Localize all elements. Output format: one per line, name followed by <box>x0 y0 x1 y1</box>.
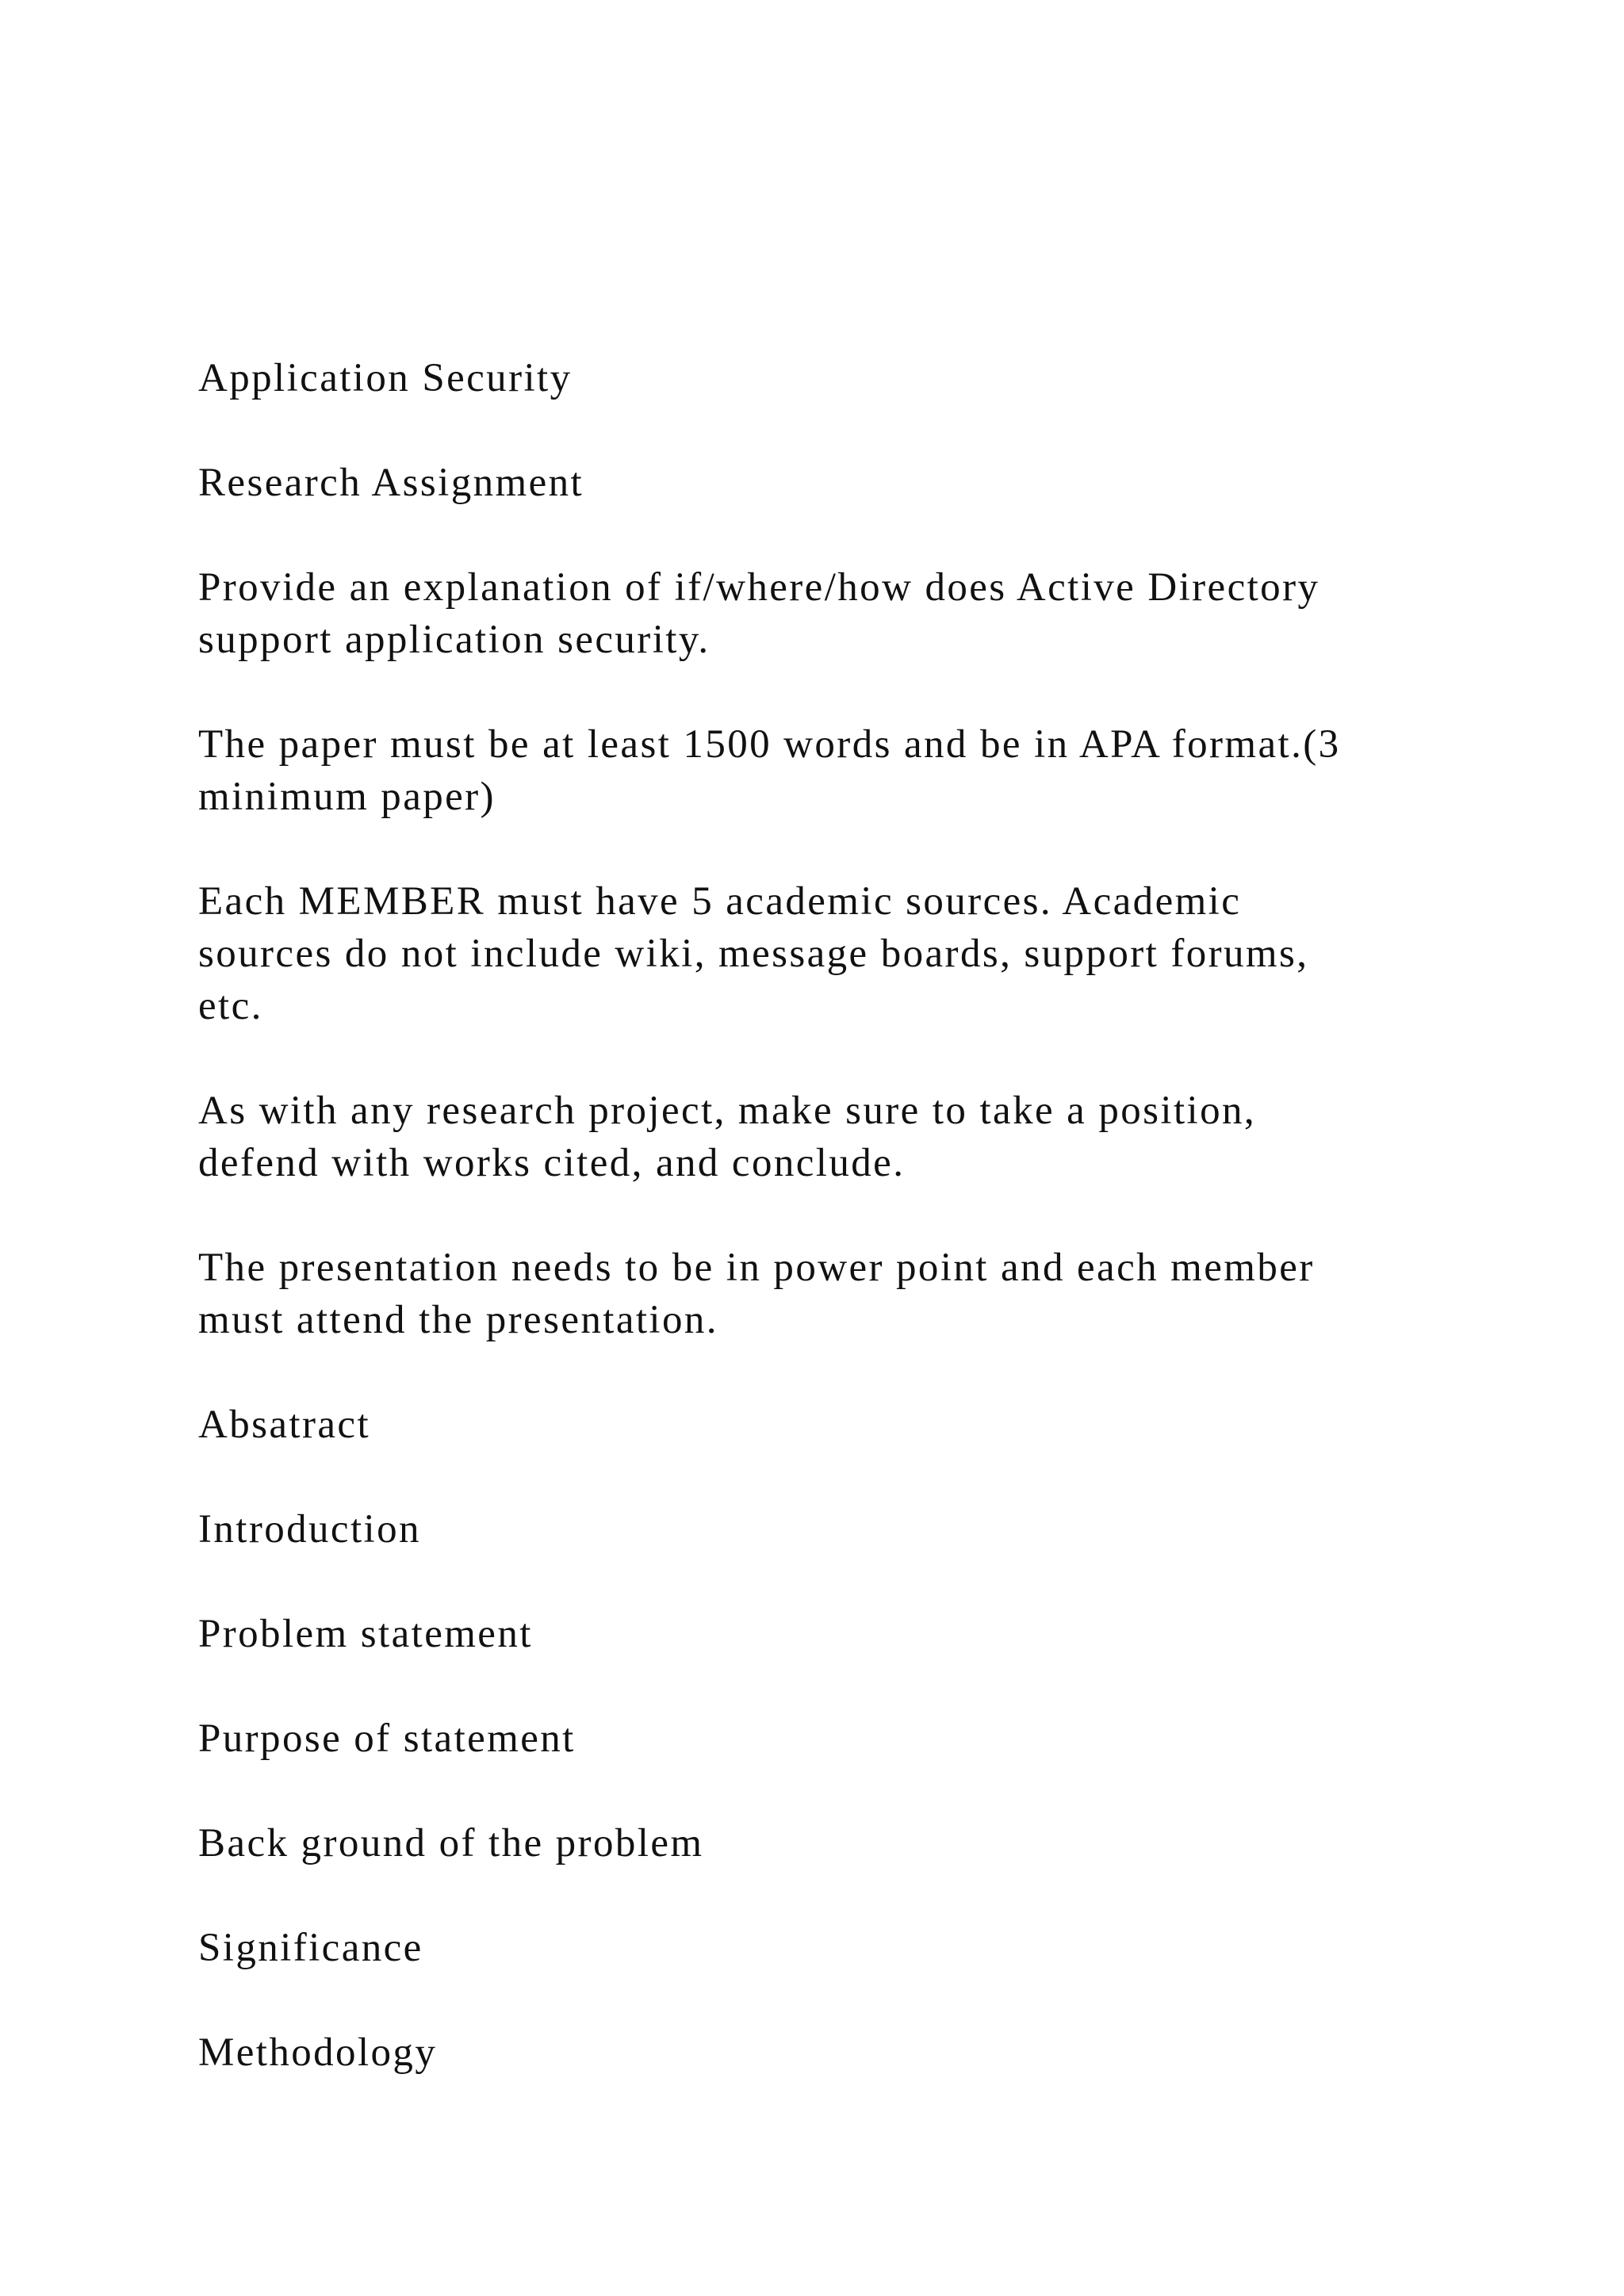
section-heading-problem-statement: Problem statement <box>198 1612 533 1656</box>
document-subtitle: Research Assignment <box>198 461 584 505</box>
paragraph-line: sources do not include wiki, message boards, support forums, <box>198 932 1309 976</box>
section-heading-background: Back ground of the problem <box>198 1821 704 1866</box>
paragraph-line: Provide an explanation of if/where/how does Active Directory <box>198 565 1320 610</box>
document-content <box>198 352 1467 2131</box>
section-heading-significance: Significance <box>198 1926 423 1970</box>
paragraph-line: The paper must be at least 1500 words and be in APA format.(3 <box>198 722 1341 767</box>
paragraph-line: must attend the presentation. <box>198 1298 718 1342</box>
paragraph-line: defend with works cited, and conclude. <box>198 1141 906 1185</box>
section-heading-methodology: Methodology <box>198 2030 438 2075</box>
section-heading-abstract: Absatract <box>198 1402 371 1447</box>
section-heading-introduction: Introduction <box>198 1507 421 1552</box>
document-title: Application Security <box>198 356 573 400</box>
paragraph-position <box>198 1085 1467 1189</box>
paragraph-line: support application security. <box>198 618 710 662</box>
paragraph-line: Each MEMBER must have 5 academic sources. Academic <box>198 879 1242 924</box>
paragraph-line: minimum paper) <box>198 775 496 819</box>
paragraph-presentation <box>198 1242 1467 1346</box>
paragraph-length-requirement <box>198 718 1467 823</box>
section-heading-purpose-of-statement: Purpose of statement <box>198 1716 576 1761</box>
paragraph-line: As with any research project, make sure to take a position, <box>198 1089 1257 1133</box>
paragraph-line: etc. <box>198 984 263 1028</box>
paragraph-line: The presentation needs to be in power point and each member <box>198 1246 1315 1290</box>
paragraph-explanation <box>198 561 1467 666</box>
paragraph-sources <box>198 875 1467 1032</box>
